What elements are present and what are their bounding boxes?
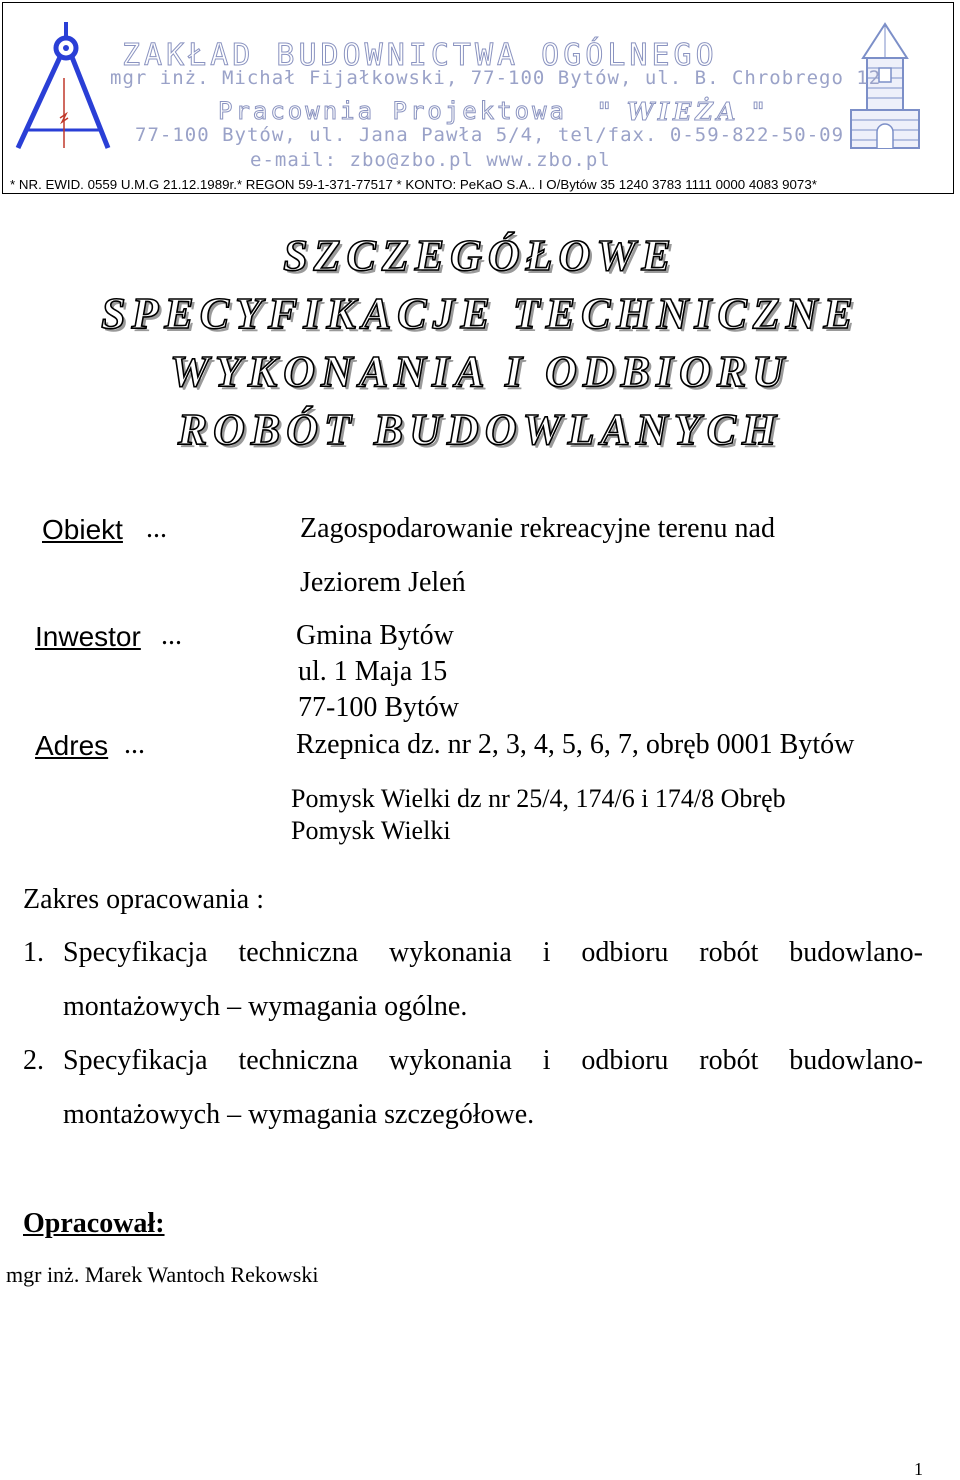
- page-number: 1: [914, 1459, 923, 1479]
- contact-line: e-mail: zbo@zbo.pl www.zbo.pl: [250, 149, 611, 171]
- address-dots: ...: [124, 729, 145, 760]
- scope-label: Zakres opracowania :: [23, 884, 264, 915]
- address-value-line-3: Pomysk Wielki: [291, 816, 451, 845]
- object-dots: ...: [146, 513, 167, 544]
- investor-value-line-1: Gmina Bytów: [296, 620, 454, 651]
- registry-line: * NR. EWID. 0559 U.M.G 21.12.1989r.* REGON 59-1-371-77517 * KONTO: PeKaO S.A.. I O/Bytów 35 1240 3783 1111 0000 4083 9073*: [10, 177, 817, 193]
- investor-label: Inwestor: [35, 621, 141, 652]
- scope-item-2-number: 2.: [23, 1045, 44, 1076]
- prepared-by-label: Opracował:: [23, 1208, 165, 1239]
- object-value-line-2: Jeziorem Jeleń: [300, 567, 466, 598]
- studio-label: Pracownia Projektowa: [218, 97, 567, 125]
- investor-dots: ...: [161, 620, 182, 651]
- studio-address-line: 77-100 Bytów, ul. Jana Pawła 5/4, tel/fax. 0-59-822-50-09: [135, 124, 845, 146]
- compass-logo-icon: [4, 8, 114, 158]
- address-label: Adres: [35, 730, 109, 761]
- scope-item-2-line-1: Specyfikacja techniczna wykonania i odbioru robót budowlano-: [63, 1045, 923, 1076]
- scope-item-2-line-2: montażowych – wymagania szczegółowe.: [63, 1099, 535, 1130]
- scope-item-1-line-2: montażowych – wymagania ogólne.: [63, 991, 468, 1022]
- document-title-line-3: WYKONANIA I ODBIORU: [169, 347, 791, 396]
- object-label: Obiekt: [42, 514, 123, 545]
- investor-value-line-3: 77-100 Bytów: [298, 692, 459, 723]
- owner-address-line: mgr inż. Michał Fijałkowski, 77-100 Bytów, ul. B. Chrobrego 12: [110, 67, 882, 89]
- scope-item-1-line-1: Specyfikacja techniczna wykonania i odbioru robót budowlano-: [63, 937, 923, 968]
- company-name: ZAKŁAD BUDOWNICTWA OGÓLNEGO: [122, 38, 718, 73]
- address-value-line-2: Pomysk Wielki dz nr 25/4, 174/6 i 174/8 Obręb: [291, 784, 786, 813]
- address-value-line-1: Rzepnica dz. nr 2, 3, 4, 5, 6, 7, obręb 0001 Bytów: [296, 729, 855, 760]
- scope-item-1-number: 1.: [23, 937, 44, 968]
- document-title-line-4: ROBÓT BUDOWLANYCH: [177, 405, 783, 454]
- document-title-line-1: SZCZEGÓŁOWE: [283, 231, 677, 280]
- prepared-by-name: mgr inż. Marek Wantoch Rekowski: [6, 1262, 319, 1287]
- studio-name: " WIEŻA ": [598, 97, 769, 126]
- object-value-line-1: Zagospodarowanie rekreacyjne terenu nad: [300, 513, 775, 544]
- investor-value-line-2: ul. 1 Maja 15: [298, 656, 448, 687]
- document-title-line-2: SPECYFIKACJE TECHNICZNE: [101, 289, 859, 338]
